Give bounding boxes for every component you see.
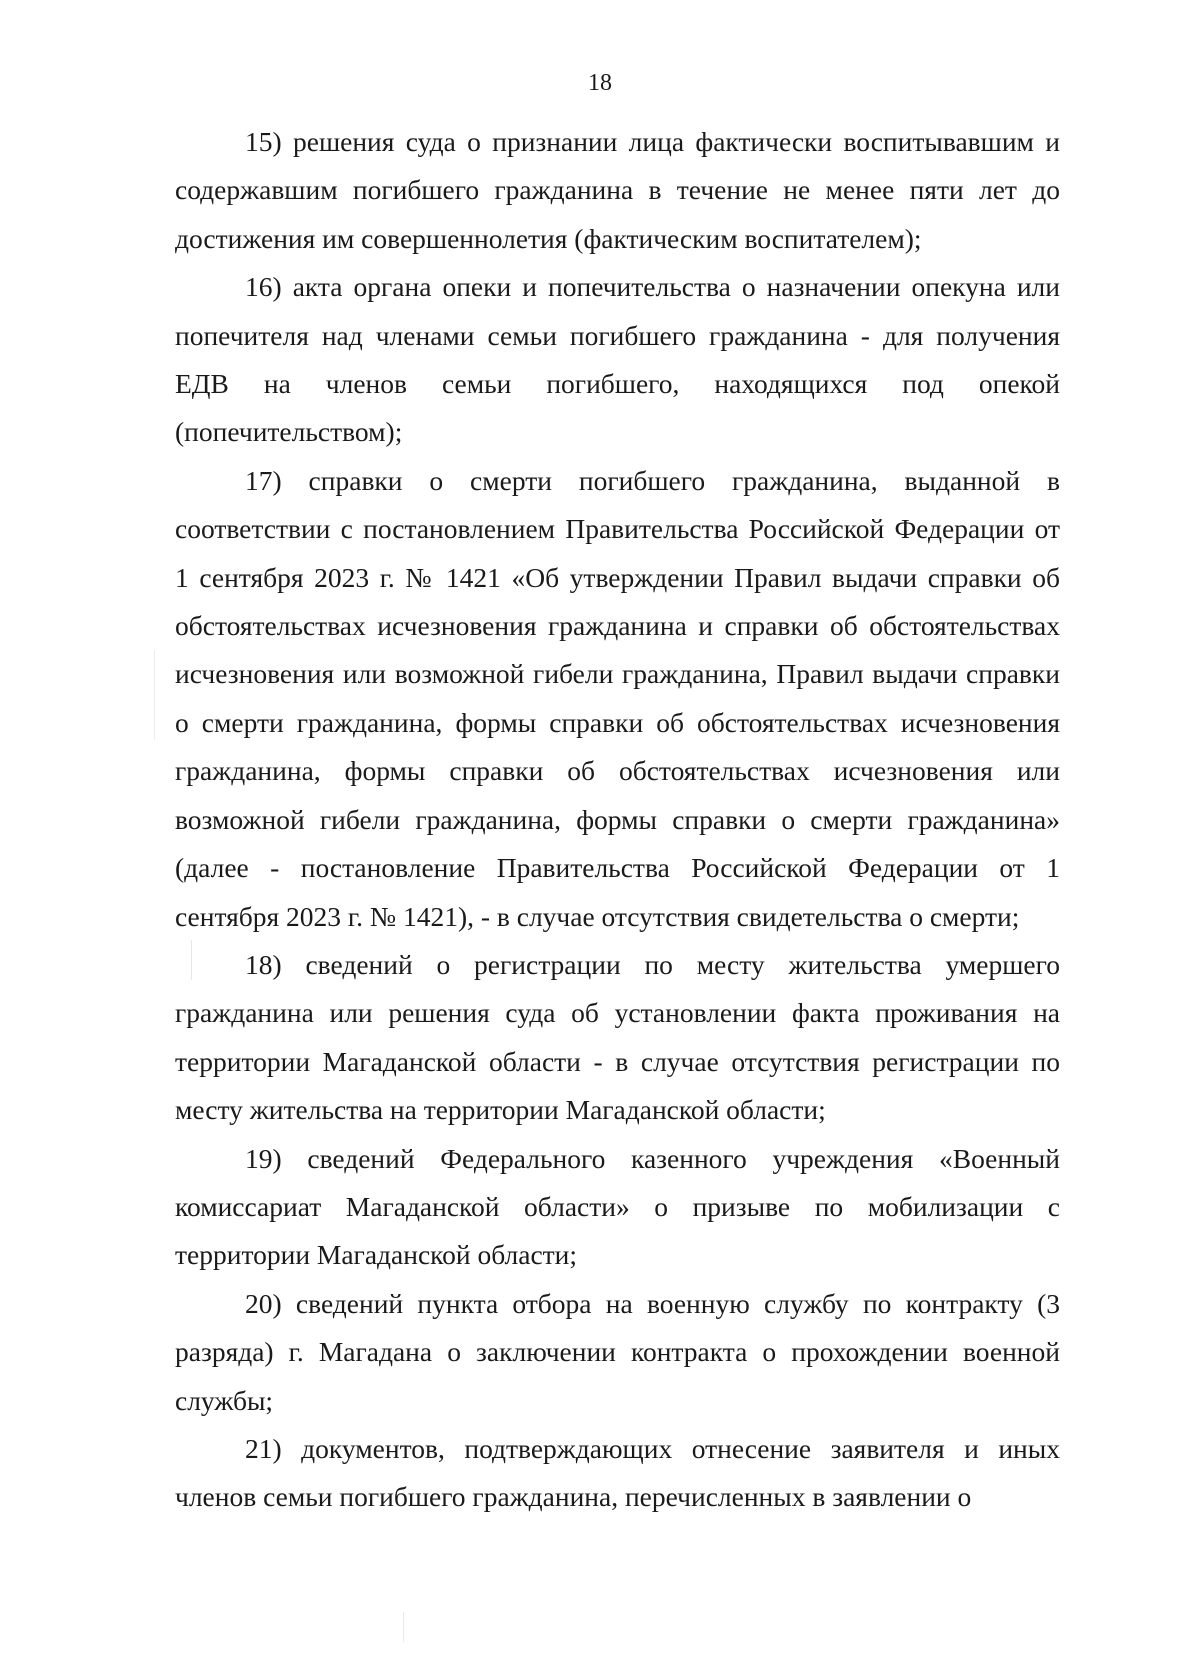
paragraph-item-20: 20) сведений пункта отбора на военную службу по контракту (3 разряда) г. Магадана о заключении контракта о прохождении военной службы; [175, 1287, 1060, 1416]
paragraph-item-16: 16) акта органа опеки и попечительства о назначении опекуна или попечителя над членами семьи погибшего гражданина - для получения ЕДВ на членов семьи погибшего, находящихся под опекой (попечительством); [175, 271, 1060, 448]
document-body [175, 118, 1060, 1522]
scan-mark [191, 940, 192, 980]
page-number: 18 [588, 70, 612, 96]
paragraph-item-17: 17) справки о смерти погибшего гражданина, выданной в соответствии с постановлением Правительства Российской Федерации от 1 сентября 2023 г. № 1421 «Об утверждении Правил выдачи справки об обстоятельствах исчезновения гражданина и справки об обстоятельствах исчезновения или возможной гибели гражданина, Правил выдачи справки о смерти гражданина, формы справки об обстоятельствах исчезновения гражданина, формы справки об обстоятельствах исчезновения или возможной гибели гражданина, формы справки о смерти гражданина» (далее - постановление Правительства Российской Федерации от 1 сентября 2023 г. № 1421), - в случае отсутствия свидетельства о смерти; [175, 464, 1060, 932]
paragraph-item-19: 19) сведений Федерального казенного учреждения «Военный комиссариат Магаданской области» о призыве по мобилизации с территории Магаданской области; [175, 1142, 1060, 1271]
scan-mark [154, 650, 155, 740]
paragraph-item-18: 18) сведений о регистрации по месту жительства умершего гражданина или решения суда об установлении факта проживания на территории Магаданской области - в случае отсутствия регистрации по месту жительства на территории Магаданской области; [175, 948, 1060, 1126]
scan-mark [403, 1612, 404, 1642]
paragraph-item-21: 21) документов, подтверждающих отнесение заявителя и иных членов семьи погибшего гражданина, перечисленных в заявлении о [175, 1432, 1060, 1513]
paragraph-item-15: 15) решения суда о признании лица фактически воспитывавшим и содержавшим погибшего гражданина в течение не менее пяти лет до достижения им совершеннолетия (фактическим воспитателем); [175, 126, 1060, 254]
